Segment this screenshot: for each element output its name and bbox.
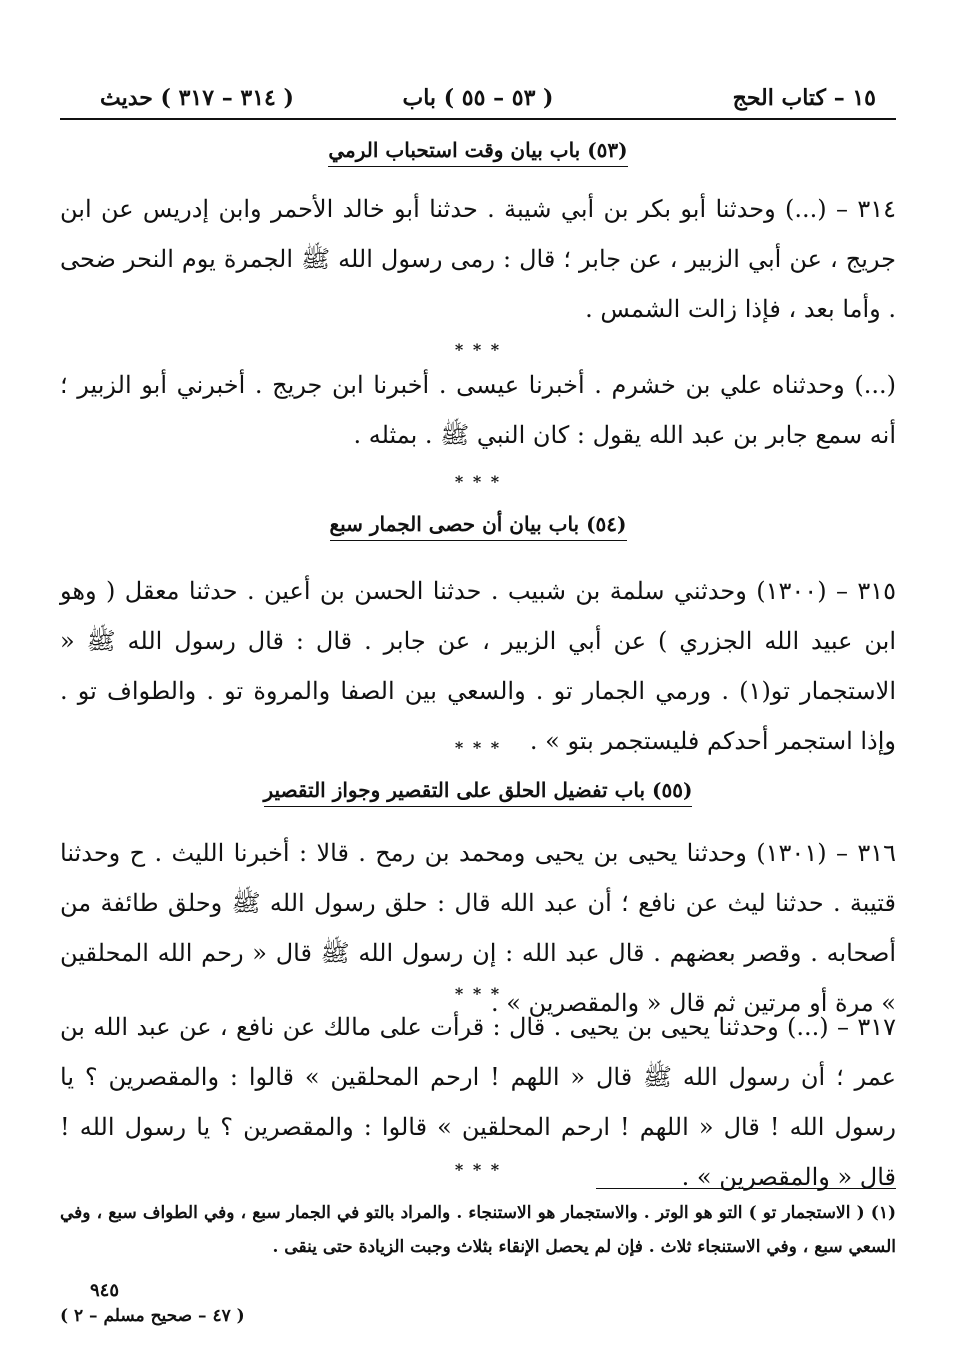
separator-stars: * * * <box>454 984 502 1003</box>
chapter-title-54: (٥٤) باب بيان أن حصى الجمار سبع <box>60 512 896 541</box>
chapter-range: ( ٥٣ – ٥٥ ) باب <box>402 85 554 111</box>
page-header <box>60 78 896 120</box>
hadith-range: ( ٣١٤ – ٣١٧ ) حديث <box>100 85 294 111</box>
separator-stars: * * * <box>454 472 502 491</box>
hadith-315: ٣١٥ – (١٣٠٠) وحدثني سلمة بن شبيب . حدثنا الحسن بن أعين . حدثنا معقل ( وهو ابن عبيد الله الجزري ) عن أبي الزبير ، عن جابر . قال : قال رسول الله ﷺ « الاستجمار تو(١) . ورمي الجمار تو . والسعي بين الصفا والمروة تو . والطواف تو . وإذا استجمر أحدكم فليستجمر بتو » . <box>60 577 897 755</box>
hadith-314-chain: (...) وحدثناه علي بن خشرم . أخبرنا عيسى . أخبرنا ابن جريج . أخبرني أبو الزبير ؛ أنه سمع جابر بن عبد الله يقول : كان النبي ﷺ . بمثله . <box>60 371 896 449</box>
hadith-316: ٣١٦ – (١٣٠١) وحدثنا يحيى بن يحيى ومحمد بن رمح . قالا : أخبرنا الليث . ح وحدثنا قتيبة . حدثنا ليث عن نافع ؛ أن عبد الله قال : حلق رسول الله ﷺ وحلق طائفة من أصحابه . وقصر بعضهم . قال عبد الله : إن رسول الله ﷺ قال « رحم الله المحلقين » مرة أو مرتين ثم قال « والمقصرين » . <box>60 839 896 1017</box>
separator-stars: * * * <box>454 340 502 359</box>
footnote-divider <box>596 1188 896 1189</box>
page-number: ٩٤٥ <box>90 1280 120 1301</box>
footnote: (١) ( الاستجمار تو ) التو هو الوتر . والاستجمار هو الاستنجاء . والمراد بالتو في الجمار سبع ، وفي الطواف سبع ، وفي السعي سبع ، وفي الاستنجاء ثلاث . فإن لم يحصل الإنقاء بثلاث وجبت الزيادة حتى ينقى . <box>60 1203 896 1257</box>
separator-stars: * * * <box>454 1160 502 1179</box>
hadith-314: ٣١٤ – (...) وحدثنا أبو بكر بن أبي شيبة . حدثنا أبو خالد الأحمر وابن إدريس عن ابن جريج ، عن أبي الزبير ، عن جابر ؛ قال : رمى رسول الله ﷺ الجمرة يوم النحر ضحى . وأما بعد ، فإذا زالت الشمس . <box>60 195 896 323</box>
chapter-title-53: (٥٣) باب بيان وقت استحباب الرمي <box>60 138 896 167</box>
hadith-317: ٣١٧ – (...) وحدثنا يحيى بن يحيى . قال : قرأت على مالك عن نافع ، عن عبد الله بن عمر ؛ أن رسول الله ﷺ قال « اللهم ! ارحم المحلقين » قالوا : والمقصرين ؟ يا رسول الله ! قال « اللهم ! ارحم المحلقين » قالوا : والمقصرين ؟ يا رسول الله ! قال « والمقصرين » . <box>60 1013 896 1191</box>
chapter-title-55: (٥٥) باب تفضيل الحلق على التقصير وجواز التقصير <box>60 778 896 807</box>
print-signature: ( ٤٧ – صحيح مسلم – ٢ ) <box>60 1306 245 1326</box>
separator-stars: * * * <box>454 738 502 757</box>
book-title: ١٥ – كتاب الحج <box>732 85 876 111</box>
